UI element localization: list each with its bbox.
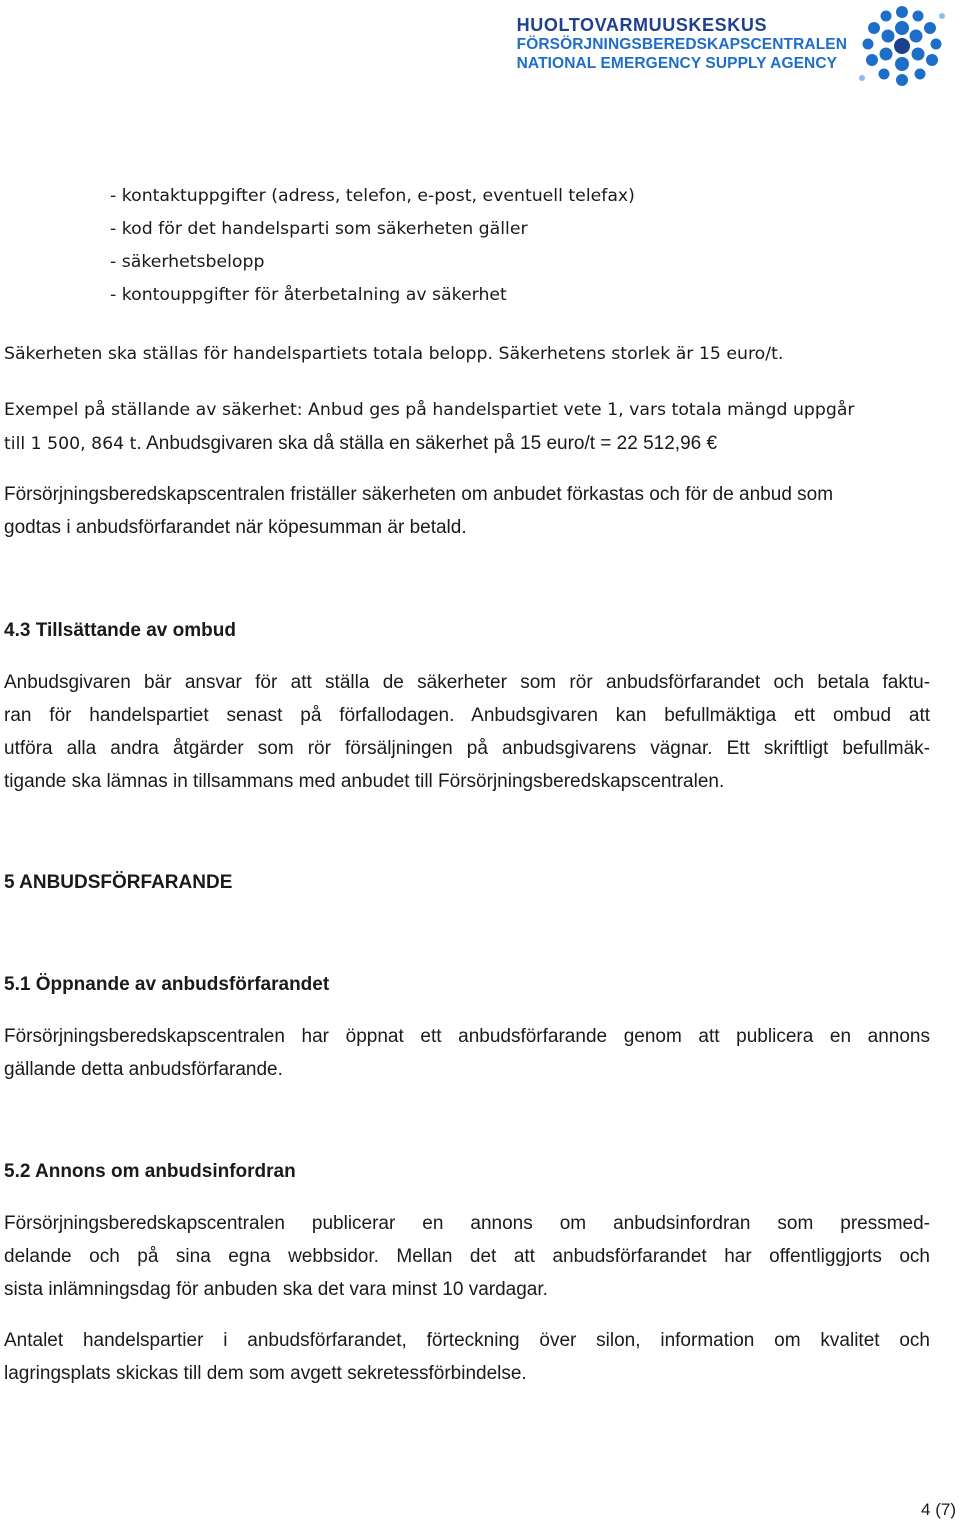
section-5-1-paragraph xyxy=(4,1020,930,1086)
paragraph-line: Antalet handelspartier i anbudsförfarandet, förteckning över silon, information om kvalitet och xyxy=(4,1330,930,1351)
security-amount-paragraph: Säkerheten ska ställas för handelspartiets totala belopp. Säkerhetens storlek är 15 euro/t. xyxy=(4,344,784,364)
example-line: Exempel på ställande av säkerhet: Anbud ges på handelspartiet vete 1, vars totala mängd uppgår xyxy=(4,400,855,420)
paragraph-line: sista inlämningsdag för anbuden ska det vara minst 10 vardagar. xyxy=(4,1279,548,1300)
agency-emblem-icon xyxy=(856,2,948,94)
paragraph-line: delande och på sina egna webbsidor. Mellan det att anbudsförfarandet har offentliggjorts och xyxy=(4,1246,930,1267)
paragraph-line: Anbudsgivaren bär ansvar för att ställa de säkerheter som rör anbudsförfarandet och betala faktu- xyxy=(4,672,930,693)
release-line: Försörjningsberedskapscentralen friställer säkerheten om anbudet förkastas och för de anbud som xyxy=(4,484,834,505)
section-4-3-heading: 4.3 Tillsättande av ombud xyxy=(4,620,236,641)
list-item: - kontouppgifter för återbetalning av säkerhet xyxy=(110,285,507,305)
section-5-2-paragraph xyxy=(4,1324,930,1390)
section-5-2-paragraph xyxy=(4,1207,930,1306)
list-item: - säkerhetsbelopp xyxy=(110,252,265,272)
logo-line-english: NATIONAL EMERGENCY SUPPLY AGENCY xyxy=(516,55,838,72)
paragraph-line: lagringsplats skickas till dem som avgett sekretessförbindelse. xyxy=(4,1363,527,1384)
paragraph-line: gällande detta anbudsförfarande. xyxy=(4,1059,283,1080)
section-5-1-heading: 5.1 Öppnande av anbudsförfarandet xyxy=(4,974,330,995)
logo-line-swedish: FÖRSÖRJNINGSBEREDSKAPSCENTRALEN xyxy=(516,36,847,53)
list-item: - kontaktuppgifter (adress, telefon, e-post, eventuell telefax) xyxy=(110,186,635,206)
section-5-heading: 5 ANBUDSFÖRFARANDE xyxy=(4,872,233,893)
agency-logo-text xyxy=(517,16,847,73)
section-5-2-heading: 5.2 Annons om anbudsinfordran xyxy=(4,1161,296,1182)
example-quantity: till 1 500, 864 t. xyxy=(4,434,142,454)
example-line xyxy=(4,427,717,461)
logo-line-finnish: HUOLTOVARMUUSKESKUS xyxy=(516,15,768,35)
paragraph-line: tigande ska lämnas in tillsammans med anbudet till Försörjningsberedskapscentralen. xyxy=(4,771,725,792)
page-number: 4 (7) xyxy=(921,1500,956,1519)
example-amount: Anbudsgivaren ska då ställa en säkerhet på 15 euro/t = 22 512,96 € xyxy=(141,433,718,454)
section-4-3-paragraph xyxy=(4,666,930,798)
paragraph-line: ran för handelspartiet senast på förfallodagen. Anbudsgivaren kan befullmäktiga ett ombud att xyxy=(4,705,930,726)
list-item: - kod för det handelsparti som säkerheten gäller xyxy=(110,219,528,239)
paragraph-line: utföra alla andra åtgärder som rör försäljningen på anbudsgivarens vägnar. Ett skriftligt befullmäk- xyxy=(4,738,930,759)
release-line: godtas i anbudsförfarandet när köpesumman är betald. xyxy=(4,517,467,538)
paragraph-line: Försörjningsberedskapscentralen publicerar en annons om anbudsinfordran som pressmed- xyxy=(4,1213,930,1234)
page-header xyxy=(0,0,960,80)
paragraph-line: Försörjningsberedskapscentralen har öppnat ett anbudsförfarande genom att publicera en annons xyxy=(4,1026,930,1047)
